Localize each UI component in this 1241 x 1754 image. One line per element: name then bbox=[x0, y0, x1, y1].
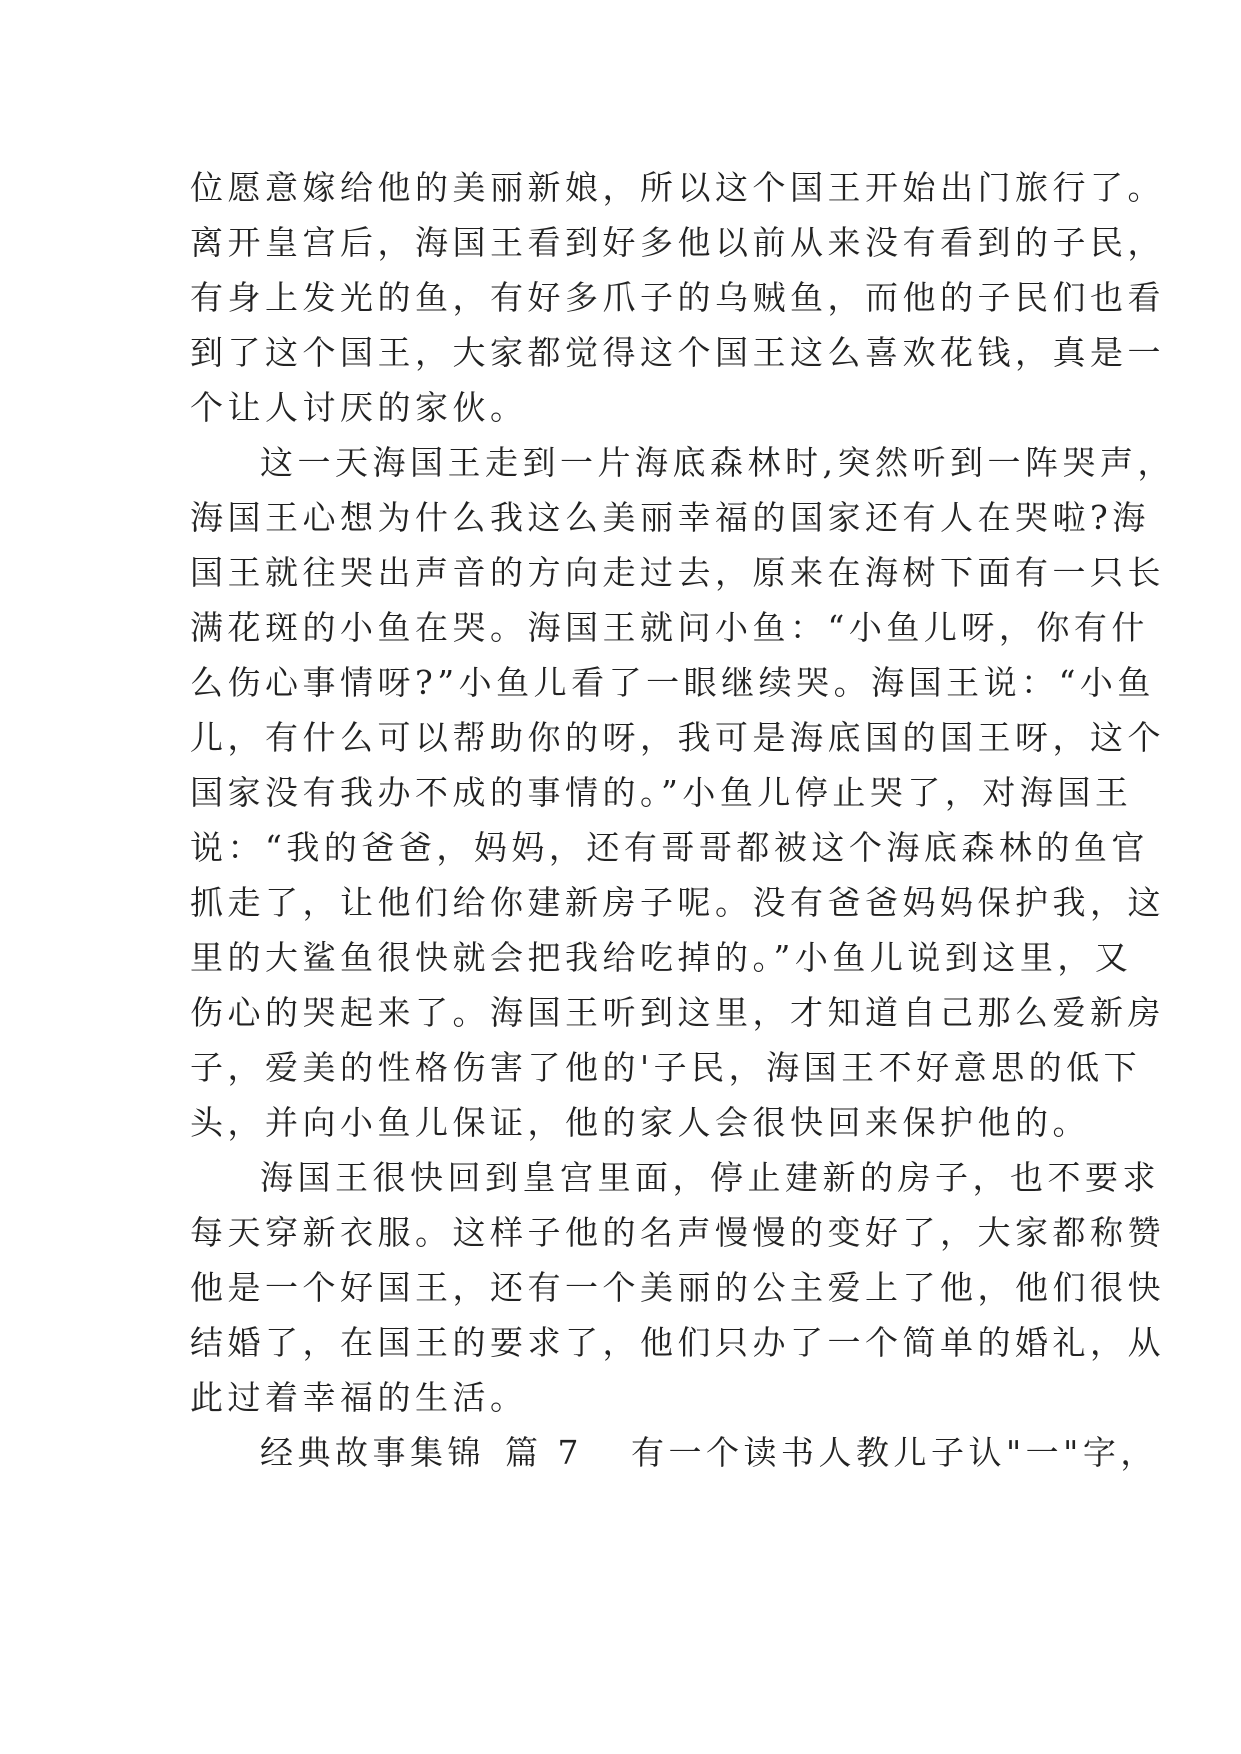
text-line: 个让人讨厌的家伙。 bbox=[190, 388, 528, 427]
text-line: 海国王很快回到皇宫里面，停止建新的房子，也不要求 bbox=[260, 1158, 1160, 1197]
text-line: 伤心的哭起来了。海国王听到这里，才知道自己那么爱新房 bbox=[190, 993, 1165, 1032]
text-line: 抓走了，让他们给你建新房子呢。没有爸爸妈妈保护我，这 bbox=[190, 883, 1165, 922]
text-line: 这一天海国王走到一片海底森林时,突然听到一阵哭声， bbox=[260, 443, 1175, 482]
paragraph-3 bbox=[190, 1150, 1165, 1425]
text-line: 满花斑的小鱼在哭。海国王就问小鱼：“小鱼儿呀，你有什 bbox=[190, 608, 1149, 647]
paragraph-2 bbox=[190, 435, 1175, 1150]
section-title: 经典故事集锦 bbox=[260, 1433, 485, 1472]
paragraph-1 bbox=[190, 160, 1165, 435]
section-first-line: 有一个读书人教儿子认"一"字， bbox=[631, 1433, 1158, 1472]
text-line: 位愿意嫁给他的美丽新娘，所以这个国王开始出门旅行了。 bbox=[190, 168, 1165, 207]
text-line: 里的大鲨鱼很快就会把我给吃掉的。”小鱼儿说到这里，又 bbox=[190, 938, 1133, 977]
text-line: 海国王心想为什么我这么美丽幸福的国家还有人在哭啦?海 bbox=[190, 498, 1150, 537]
text-line: 国家没有我办不成的事情的。”小鱼儿停止哭了，对海国王 bbox=[190, 773, 1133, 812]
section-label: 篇 7 bbox=[505, 1433, 583, 1472]
body-text bbox=[190, 160, 1175, 1480]
text-line: 离开皇宫后，海国王看到好多他以前从来没有看到的子民， bbox=[190, 223, 1165, 262]
text-line: 此过着幸福的生活。 bbox=[190, 1378, 528, 1417]
text-line: 子，爱美的性格伤害了他的'子民，海国王不好意思的低下 bbox=[190, 1048, 1142, 1087]
text-line: 结婚了，在国王的要求了，他们只办了一个简单的婚礼，从 bbox=[190, 1323, 1165, 1362]
text-line: 国王就往哭出声音的方向走过去，原来在海树下面有一只长 bbox=[190, 553, 1165, 592]
text-line: 有身上发光的鱼，有好多爪子的乌贼鱼，而他的子民们也看 bbox=[190, 278, 1165, 317]
section-heading bbox=[190, 1425, 1158, 1480]
text-line: 他是一个好国王，还有一个美丽的公主爱上了他，他们很快 bbox=[190, 1268, 1165, 1307]
text-line: 到了这个国王，大家都觉得这个国王这么喜欢花钱，真是一 bbox=[190, 333, 1165, 372]
text-line: 说：“我的爸爸，妈妈，还有哥哥都被这个海底森林的鱼官 bbox=[190, 828, 1149, 867]
text-line: 头，并向小鱼儿保证，他的家人会很快回来保护他的。 bbox=[190, 1103, 1090, 1142]
text-line: 每天穿新衣服。这样子他的名声慢慢的变好了，大家都称赞 bbox=[190, 1213, 1165, 1252]
text-line: 儿，有什么可以帮助你的呀，我可是海底国的国王呀，这个 bbox=[190, 718, 1165, 757]
text-line: 么伤心事情呀?”小鱼儿看了一眼继续哭。海国王说：“小鱼 bbox=[190, 663, 1155, 702]
